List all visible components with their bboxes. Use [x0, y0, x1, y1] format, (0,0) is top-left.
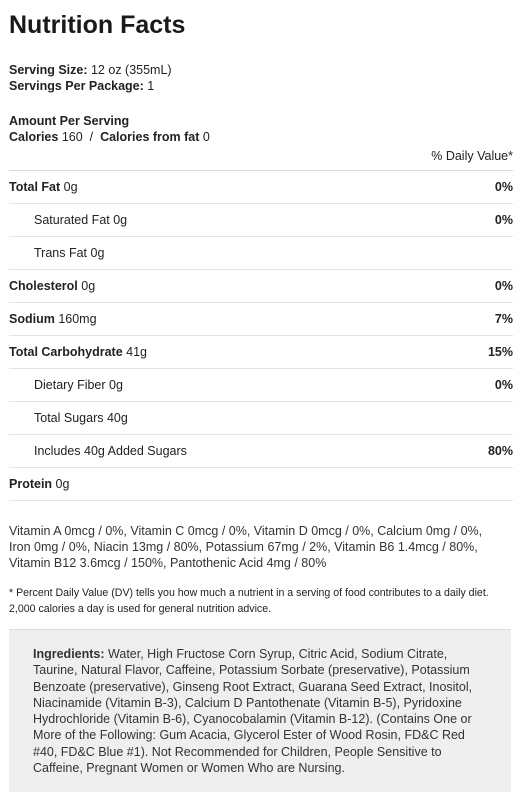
amount-header: Amount Per Serving [9, 114, 130, 128]
servings-per-package [9, 78, 513, 94]
nutrient-row [9, 402, 513, 435]
nutrient-amount: 160mg [58, 312, 97, 326]
daily-value-footnote: * Percent Daily Value (DV) tells you how much a nutrient in a serving of food contributes to a daily diet. 2,000 calories a day is used for general nutrition advice. [9, 587, 489, 615]
nutrient-name [9, 246, 104, 260]
serving-size-value: 12 oz (355mL) [90, 63, 172, 77]
ingredients-box [9, 629, 511, 792]
vitamins-list: Vitamin A 0mcg / 0%, Vitamin C 0mcg / 0%, Vitamin D 0mcg / 0%, Calcium 0mg / 0%, Iron 0mg / 0%, Niacin 13mg / 80%, Potassium 67mg / 2%, Vitamin B6 1.4mcg / 80%, Vitamin B12 3.6mcg / 150%, Pantothenic Acid 4mg / 80% [9, 524, 483, 570]
fat-calories-label: Calories from fat [100, 130, 200, 144]
servings-per-package-value: 1 [147, 79, 155, 93]
nutrient-label: Saturated Fat [34, 213, 110, 227]
calories-label: Calories [9, 130, 59, 144]
nutrient-amount: 0g [55, 477, 70, 491]
nutrient-name [9, 345, 147, 359]
nutrient-amount: 0g [63, 180, 78, 194]
nutrient-label: Cholesterol [9, 279, 78, 293]
nutrient-amount: 0g [109, 378, 123, 392]
nutrient-row [9, 468, 513, 501]
nutrient-amount: 0g [113, 213, 128, 227]
nutrient-label: Sodium [9, 312, 55, 326]
nutrient-daily-value: 0% [494, 378, 513, 392]
nutrient-daily-value: 0% [494, 279, 513, 293]
nutrient-row [9, 369, 513, 402]
nutrient-amount: 0g [90, 246, 105, 260]
nutrient-label: Total Sugars [34, 411, 104, 425]
serving-size [9, 62, 513, 78]
nutrient-daily-value: 0% [494, 213, 513, 227]
nutrient-amount: 0g [81, 279, 96, 293]
calories-value: 160 [61, 130, 83, 144]
nutrient-label: Total Carbohydrate [9, 345, 123, 359]
calories-line [9, 129, 513, 145]
nutrient-name [9, 411, 128, 425]
nutrient-name [9, 213, 127, 227]
nutrient-name [9, 477, 69, 491]
nutrient-daily-value: 0% [494, 180, 513, 194]
nutrient-row [9, 171, 513, 204]
nutrient-label: Trans Fat [34, 246, 88, 260]
nutrient-label: Total Fat [9, 180, 61, 194]
nutrient-daily-value: 15% [487, 345, 513, 359]
nutrient-label: Includes 40g Added Sugars [34, 444, 187, 458]
nutrient-daily-value: 7% [494, 312, 513, 326]
ingredients-label: Ingredients: [33, 647, 105, 661]
servings-per-package-label: Servings Per Package: [9, 79, 144, 93]
nutrient-row [9, 270, 513, 303]
serving-size-label: Serving Size: [9, 63, 88, 77]
nutrient-name [9, 180, 78, 194]
nutrient-row [9, 303, 513, 336]
ingredients-text: Water, High Fructose Corn Syrup, Citric Acid, Sodium Citrate, Taurine, Natural Flavor, Caffeine, Potassium Sorbate (preservative), Potassium Benzoate (preservative), Ginseng Root Extract, Guarana Seed Extract, Inositol, Niacinamide (Vitamin B-3), Calcium D Pantothenate (Vitamin B-5), Pyridoxine Hydrochloride (Vitamin B-6), Cyanocobalamin (Vitamin B-12). (Contains One or More of the Following: Gum Acacia, Glycerol Ester of Wood Rosin, FD&C Red #40, FD&C Blue #1). Not Recommended for Children, People Sensitive to Caffeine, Pregnant Women or Women Who are Nursing. [33, 647, 473, 776]
nutrient-label: Dietary Fiber [34, 378, 106, 392]
calories-separator: / [89, 130, 94, 144]
amount-per-serving [9, 113, 513, 145]
daily-value-header: % Daily Value* [431, 149, 513, 163]
nutrient-row [9, 204, 513, 237]
nutrient-name [9, 279, 95, 293]
nutrient-daily-value: 80% [487, 444, 513, 458]
fat-calories-value: 0 [202, 130, 210, 144]
nutrient-name [9, 444, 187, 458]
nutrient-row [9, 435, 513, 468]
nutrient-amount: 40g [106, 411, 128, 425]
nutrient-row [9, 237, 513, 270]
serving-info [9, 62, 513, 94]
nutrition-panel [0, 10, 522, 629]
nutrient-label: Protein [9, 477, 53, 491]
nutrient-table [9, 170, 513, 501]
nutrient-amount: 41g [126, 345, 148, 359]
nutrient-name [9, 378, 123, 392]
page-title: Nutrition Facts [9, 11, 186, 39]
nutrient-name [9, 312, 97, 326]
nutrient-row [9, 336, 513, 369]
